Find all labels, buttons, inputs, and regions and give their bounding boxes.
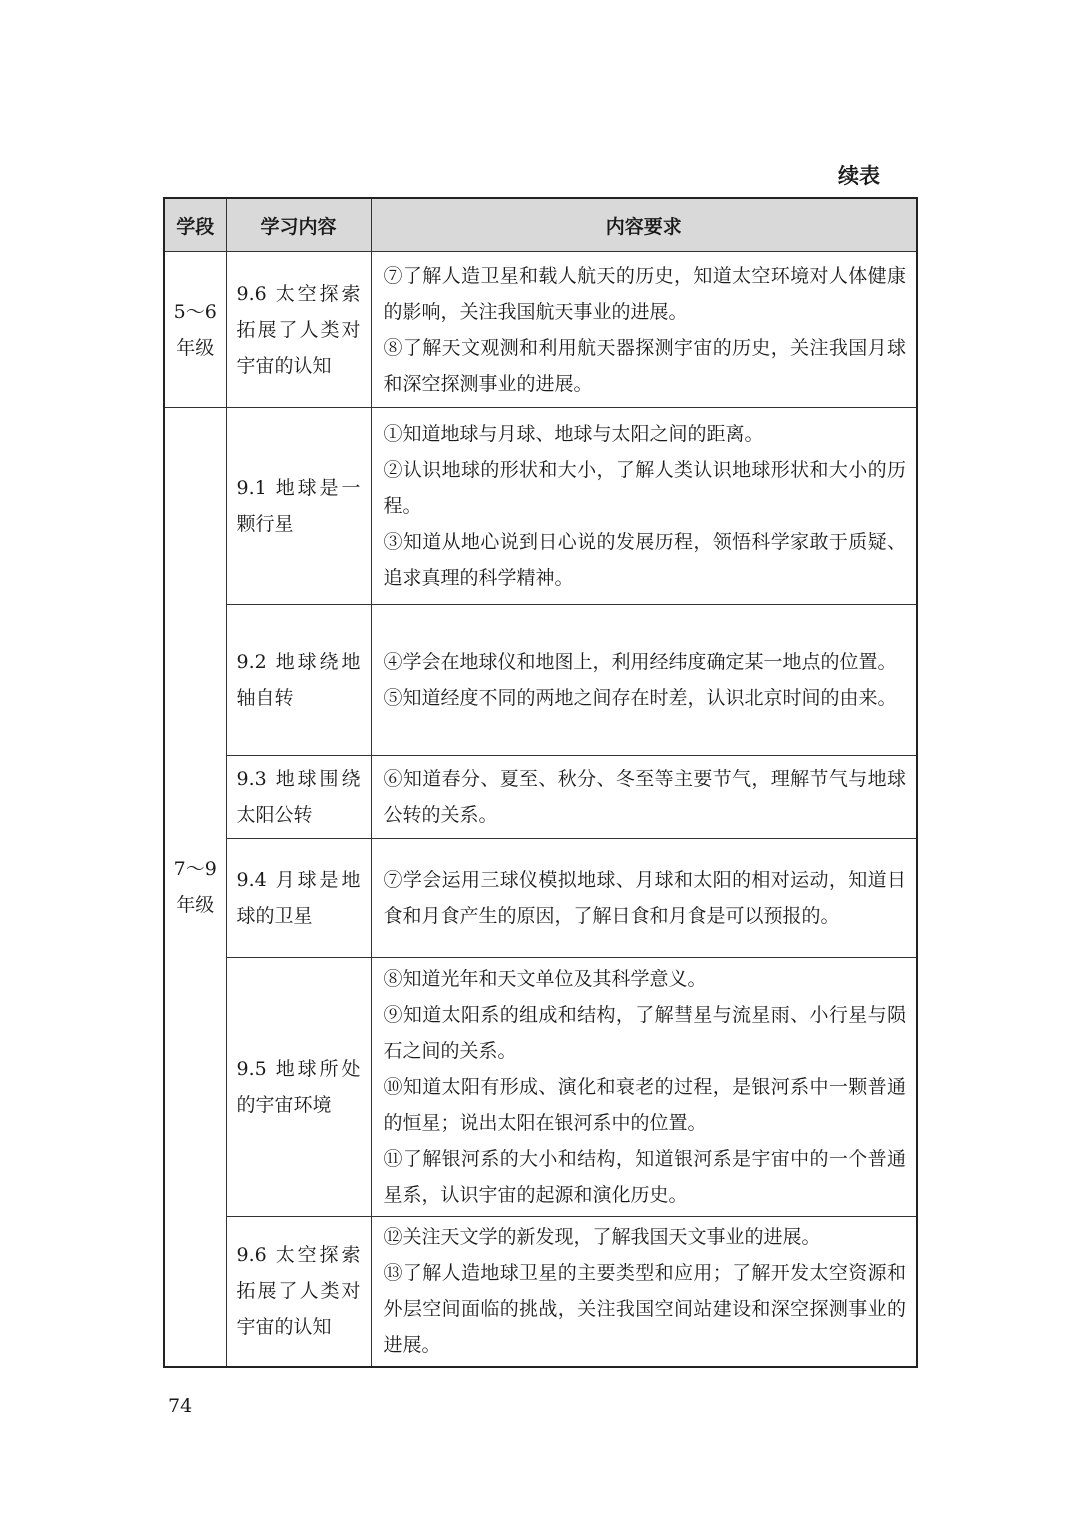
requirement-item: ⑫关注天文学的新发现，了解我国天文事业的进展。	[383, 1226, 821, 1249]
topic-cell: 9.6 太空探索拓展了人类对宇宙的认知	[226, 252, 371, 408]
header-row	[164, 198, 917, 252]
header-requirement: 内容要求	[371, 198, 917, 252]
curriculum-table	[163, 197, 918, 1368]
requirement-item: ⑧知道光年和天文单位及其科学意义。	[383, 968, 707, 990]
stage-cell: 5～6年级	[164, 252, 226, 408]
requirement-cell	[371, 1217, 917, 1367]
header-topic: 学习内容	[226, 198, 371, 252]
requirement-cell	[371, 252, 917, 408]
requirement-item: ⑤知道经度不同的两地之间存在时差，认识北京时间的由来。	[383, 687, 897, 709]
requirement-item: ⑩知道太阳有形成、演化和衰老的过程，是银河系中一颗普通的恒星；说出太阳在银河系中的位置。	[383, 1076, 906, 1134]
topic-cell: 9.3 地球围绕太阳公转	[226, 756, 371, 839]
requirement-item: ⑦了解人造卫星和载人航天的历史，知道太空环境对人体健康的影响，关注我国航天事业的进展。	[383, 264, 906, 323]
requirement-item: ④学会在地球仪和地图上，利用经纬度确定某一地点的位置。	[383, 651, 897, 673]
table-row	[164, 839, 917, 958]
table-row	[164, 958, 917, 1217]
topic-cell: 9.1 地球是一颗行星	[226, 408, 371, 605]
table-row	[164, 1217, 917, 1367]
requirement-item: ②认识地球的形状和大小，了解人类认识地球形状和大小的历程。	[383, 459, 906, 517]
requirement-cell	[371, 958, 917, 1217]
requirement-item: ⑨知道太阳系的组成和结构，了解彗星与流星雨、小行星与陨石之间的关系。	[383, 1004, 906, 1062]
requirement-item: ⑬了解人造地球卫星的主要类型和应用；了解开发太空资源和外层空间面临的挑战，关注我国空间站建设和深空探测事业的进展。	[383, 1262, 906, 1357]
table-row	[164, 756, 917, 839]
table-row	[164, 252, 917, 408]
topic-cell: 9.6 太空探索拓展了人类对宇宙的认知	[226, 1217, 371, 1367]
requirement-cell	[371, 408, 917, 605]
requirement-item: ⑧了解天文观测和利用航天器探测宇宙的历史，关注我国月球和深空探测事业的进展。	[383, 336, 906, 395]
requirement-item: ⑦学会运用三球仪模拟地球、月球和太阳的相对运动，知道日食和月食产生的原因，了解日食和月食是可以预报的。	[383, 869, 906, 927]
header-stage: 学段	[164, 198, 226, 252]
table-row	[164, 605, 917, 756]
requirement-cell	[371, 605, 917, 756]
topic-cell: 9.4 月球是地球的卫星	[226, 839, 371, 958]
requirement-item: ⑥知道春分、夏至、秋分、冬至等主要节气，理解节气与地球公转的关系。	[383, 768, 906, 826]
requirement-item: ①知道地球与月球、地球与太阳之间的距离。	[383, 423, 764, 445]
stage-cell: 7～9年级	[164, 408, 226, 1367]
requirement-cell	[371, 756, 917, 839]
requirement-cell	[371, 839, 917, 958]
requirement-item: ⑪了解银河系的大小和结构，知道银河系是宇宙中的一个普通星系，认识宇宙的起源和演化历史。	[383, 1148, 906, 1206]
table-row	[164, 408, 917, 605]
topic-cell: 9.5 地球所处的宇宙环境	[226, 958, 371, 1217]
requirement-item: ③知道从地心说到日心说的发展历程，领悟科学家敢于质疑、追求真理的科学精神。	[383, 531, 906, 589]
continued-label: 续表	[838, 164, 880, 188]
page-number: 74	[168, 1395, 193, 1417]
topic-cell: 9.2 地球绕地轴自转	[226, 605, 371, 756]
